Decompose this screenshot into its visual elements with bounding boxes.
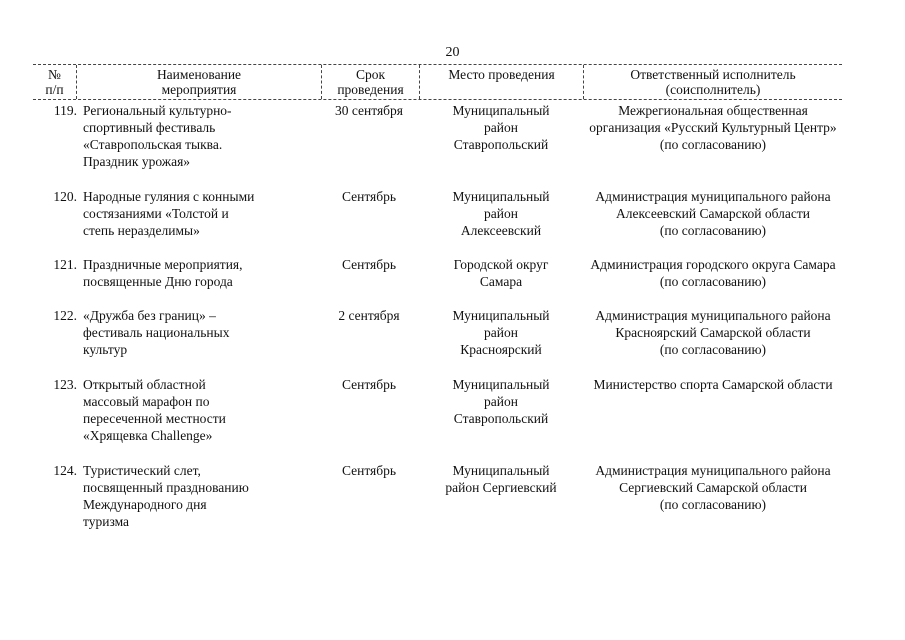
cell-line: 2 сентября: [338, 308, 400, 323]
cell-line: посвященный празднованию: [83, 480, 249, 495]
cell-resp: [563, 102, 863, 153]
cell-date: [303, 256, 435, 273]
cell-place: [419, 307, 583, 358]
cell-line: «Дружба без границ» –: [83, 308, 216, 323]
cell-name: [83, 256, 298, 290]
cell-line: Туристический слет,: [83, 463, 201, 478]
cell-num: 119.: [53, 103, 77, 118]
cell-line: Сентябрь: [341, 189, 397, 204]
cell-line: Сентябрь: [341, 463, 397, 478]
cell-line: степь неразделимы»: [83, 223, 200, 238]
cell-line: туризма: [83, 514, 130, 529]
cell-line: Администрация городского округа Самара: [590, 257, 836, 272]
cell-line: Министерство спорта Самарской области: [593, 377, 833, 392]
cell-line: Муниципальный: [452, 308, 550, 323]
cell-line: Ставропольский: [453, 411, 549, 426]
cell-line: район: [484, 120, 518, 135]
cell-line: 30 сентября: [334, 103, 403, 118]
cell-name: [83, 462, 298, 530]
cell-place: [419, 256, 583, 290]
cell-place: [419, 376, 583, 427]
cell-line: (по согласованию): [659, 137, 767, 152]
header-line: мероприятия: [161, 82, 237, 97]
cell-line: район Сергиевский: [445, 480, 557, 495]
cell-line: пересеченной местности: [83, 411, 226, 426]
cell-line: Городской округ: [453, 257, 549, 272]
cell-line: «Хрящевка Challenge»: [83, 428, 213, 443]
cell-date: [303, 462, 435, 479]
cell-line: организация «Русский Культурный Центр»: [589, 120, 837, 135]
cell-line: Администрация муниципального района: [595, 189, 831, 204]
header-line: Срок: [355, 67, 386, 82]
cell-line: Народные гуляния с конными: [83, 189, 255, 204]
header-line: п/п: [45, 82, 64, 97]
cell-resp: [563, 256, 863, 290]
cell-num: 123.: [53, 377, 77, 392]
header-line: (соисполнитель): [665, 82, 761, 97]
cell-line: Праздник урожая»: [83, 154, 191, 169]
header-line: проведения: [337, 82, 404, 97]
cell-date: [303, 188, 435, 205]
cell-line: Муниципальный: [452, 103, 550, 118]
cell-line: посвященные Дню города: [83, 274, 233, 289]
cell-place: [419, 188, 583, 239]
cell-resp: [563, 307, 863, 358]
cell-line: Межрегиональная общественная: [618, 103, 808, 118]
cell-line: Ставропольский: [453, 137, 549, 152]
cell-line: (по согласованию): [659, 497, 767, 512]
cell-date: [303, 376, 435, 393]
cell-line: Праздничные мероприятия,: [83, 257, 243, 272]
page-number: 20: [445, 45, 460, 60]
cell-line: Алексеевский: [460, 223, 542, 238]
cell-line: Красноярский: [460, 342, 542, 357]
header-num: [33, 65, 76, 99]
cell-line: спортивный фестиваль: [83, 120, 216, 135]
header-line: Ответственный исполнитель: [630, 67, 796, 82]
cell-line: Красноярский Самарской области: [615, 325, 811, 340]
cell-line: Администрация муниципального района: [595, 308, 831, 323]
header-responsible: [583, 65, 842, 99]
cell-line: Алексеевский Самарской области: [615, 206, 811, 221]
cell-date: [303, 307, 435, 324]
header-date: [321, 65, 419, 99]
cell-line: «Ставропольская тыква.: [83, 137, 223, 152]
cell-line: Сентябрь: [341, 377, 397, 392]
cell-resp: [563, 376, 863, 393]
header-place: [419, 65, 583, 99]
cell-line: культур: [83, 342, 128, 357]
table-header: [33, 64, 842, 100]
cell-name: [83, 188, 298, 239]
cell-date: [303, 102, 435, 119]
cell-line: состязаниями «Толстой и: [83, 206, 229, 221]
cell-line: Администрация муниципального района: [595, 463, 831, 478]
cell-num: 120.: [53, 189, 77, 204]
cell-line: Региональный культурно-: [83, 103, 232, 118]
cell-num: 122.: [53, 308, 77, 323]
cell-num: 121.: [53, 257, 77, 272]
cell-line: Открытый областной: [83, 377, 206, 392]
cell-line: район: [484, 206, 518, 221]
cell-line: район: [484, 394, 518, 409]
cell-resp: [563, 462, 863, 513]
cell-line: Международного дня: [83, 497, 207, 512]
cell-line: массовый марафон по: [83, 394, 210, 409]
cell-place: [419, 462, 583, 496]
cell-line: (по согласованию): [659, 342, 767, 357]
cell-line: (по согласованию): [659, 274, 767, 289]
cell-line: район: [484, 325, 518, 340]
cell-line: Самара: [479, 274, 523, 289]
cell-line: Муниципальный: [452, 377, 550, 392]
cell-name: [83, 376, 298, 444]
cell-line: (по согласованию): [659, 223, 767, 238]
header-line: Место проведения: [448, 67, 555, 82]
header-line: №: [48, 67, 61, 82]
cell-line: Муниципальный: [452, 463, 550, 478]
cell-line: Сергиевский Самарской области: [619, 480, 807, 495]
header-name: [76, 65, 321, 99]
cell-place: [419, 102, 583, 153]
cell-resp: [563, 188, 863, 239]
cell-name: [83, 307, 298, 358]
cell-line: Сентябрь: [341, 257, 397, 272]
cell-line: фестиваль национальных: [83, 325, 230, 340]
cell-line: Муниципальный: [452, 189, 550, 204]
cell-num: 124.: [53, 463, 77, 478]
header-line: Наименование: [156, 67, 242, 82]
cell-name: [83, 102, 298, 170]
